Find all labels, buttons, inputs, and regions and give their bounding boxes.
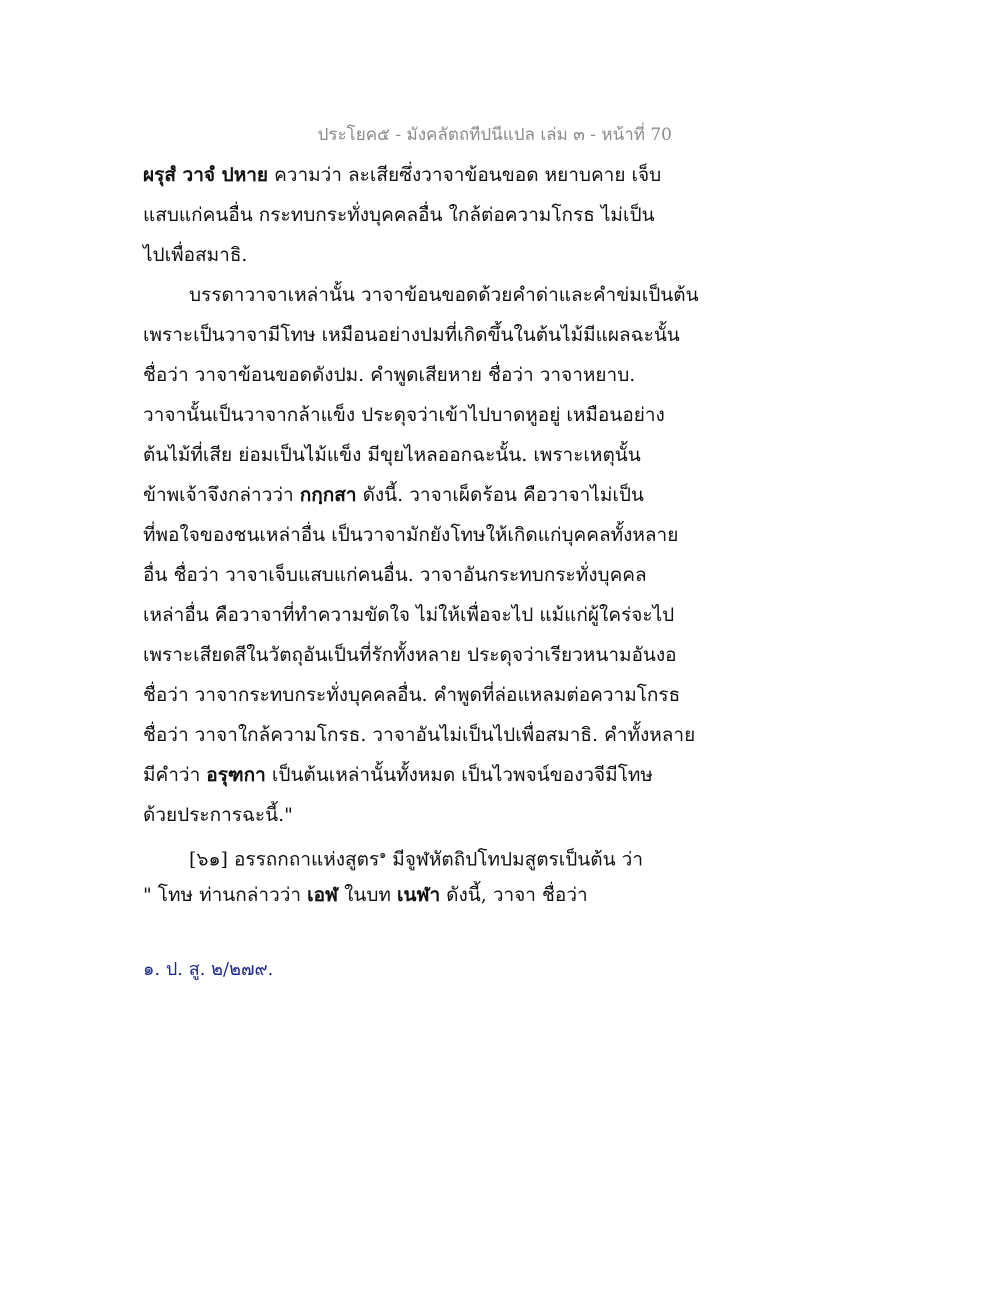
text-line — [143, 275, 703, 315]
line-segment: ความว่า ละเสียซึ่งวาจาข้อนขอด หยาบคาย เจ็บ — [268, 164, 662, 186]
pali-term: เอฬ — [307, 884, 339, 906]
line-segment: เพราะเป็นวาจามีโทษ เหมือนอย่างปมที่เกิดขึ้นในต้นไม้มีแผลฉะนั้น — [143, 324, 680, 346]
line-segment: ชื่อว่า วาจาข้อนขอดดังปม. คำพูดเสียหาย ชื่อว่า วาจาหยาบ. — [143, 364, 636, 386]
line-segment: ดังนี้, วาจา ชื่อว่า — [440, 884, 588, 906]
line-segment: เหล่าอื่น คือวาจาที่ทำความขัดใจ ไม่ให้เพื่อจะไป แม้แก่ผู้ใคร่จะไป — [143, 604, 675, 626]
line-segment: มีจูฬหัตถิปโทปมสูตรเป็นต้น ว่า — [386, 848, 643, 871]
line-segment: ข้าพเจ้าจึงกล่าวว่า — [143, 484, 300, 506]
line-segment: ที่พอใจของชนเหล่าอื่น เป็นวาจามักยังโทษให้เกิดแก่บุคคลทั้งหลาย — [143, 524, 679, 546]
text-line — [143, 835, 703, 875]
line-segment: ดังนี้. วาจาเผ็ดร้อน คือวาจาไม่เป็น — [356, 484, 644, 506]
body-text — [143, 155, 703, 915]
line-segment: วาจานั้นเป็นวาจากล้าแข็ง ประดุจว่าเข้าไปบาดหูอยู่ เหมือนอย่าง — [143, 404, 665, 426]
text-line — [143, 595, 703, 635]
text-line — [143, 875, 703, 915]
pali-term: อรุฑกา — [206, 764, 266, 786]
pali-term: กกฺกสา — [299, 484, 357, 506]
footnote: ๑. ป. สู. ๒/๒๗๙. — [143, 959, 274, 980]
text-line — [143, 635, 703, 675]
text-line — [143, 435, 703, 475]
line-segment: ในบท — [338, 884, 397, 906]
line-segment: เพราะเสียดสีในวัตถุอันเป็นที่รักทั้งหลาย ประดุจว่าเรียวหนามอันงอ — [143, 644, 677, 666]
text-line — [143, 715, 703, 755]
pali-term: เนฬา — [396, 884, 441, 906]
text-line — [143, 195, 703, 235]
text-line — [143, 755, 703, 795]
line-segment: ชื่อว่า วาจาใกล้ความโกรธ. วาจาอันไม่เป็นไปเพื่อสมาธิ. คำทั้งหลาย — [143, 724, 696, 746]
pali-term: ผรุสํ วาจํ ปหาย — [143, 164, 269, 186]
line-segment: บรรดาวาจาเหล่านั้น วาจาข้อนขอดด้วยคำด่าและคำข่มเป็นต้น — [189, 284, 699, 306]
line-segment: ชื่อว่า วาจากระทบกระทั่งบุคคลอื่น. คำพูดที่ล่อแหลมต่อความโกรธ — [143, 684, 681, 706]
text-line — [143, 235, 703, 275]
text-line — [143, 515, 703, 555]
text-line — [143, 155, 703, 195]
line-segment: [๖๑] อรรถกถาแห่งสูตร — [189, 848, 380, 871]
text-line — [143, 395, 703, 435]
text-line — [143, 555, 703, 595]
line-segment: " โทษ ท่านกล่าวว่า — [143, 884, 308, 906]
text-line — [143, 795, 703, 835]
line-segment: ไปเพื่อสมาธิ. — [143, 244, 248, 266]
text-line — [143, 315, 703, 355]
line-segment: ด้วยประการฉะนี้." — [143, 804, 293, 826]
line-segment: ต้นไม้ที่เสีย ย่อมเป็นไม้แข็ง มีขุยไหลออกฉะนั้น. เพราะเหตุนั้น — [143, 444, 641, 466]
line-segment: เป็นต้นเหล่านั้นทั้งหมด เป็นไวพจน์ของวจีมีโทษ — [265, 764, 653, 786]
line-segment: แสบแก่คนอื่น กระทบกระทั่งบุคคลอื่น ใกล้ต่อความโกรธ ไม่เป็น — [143, 204, 655, 226]
line-segment: มีคำว่า — [143, 764, 207, 786]
footnote-marker[interactable]: ๑ — [379, 848, 387, 861]
line-segment: อื่น ชื่อว่า วาจาเจ็บแสบแก่คนอื่น. วาจาอันกระทบกระทั่งบุคคล — [143, 564, 647, 586]
text-line — [143, 355, 703, 395]
text-line — [143, 675, 703, 715]
running-header: ประโยค๕ - มังคลัตถทีปนีแปล เล่ม ๓ - หน้าที่ 70 — [317, 125, 672, 145]
text-line — [143, 475, 703, 515]
